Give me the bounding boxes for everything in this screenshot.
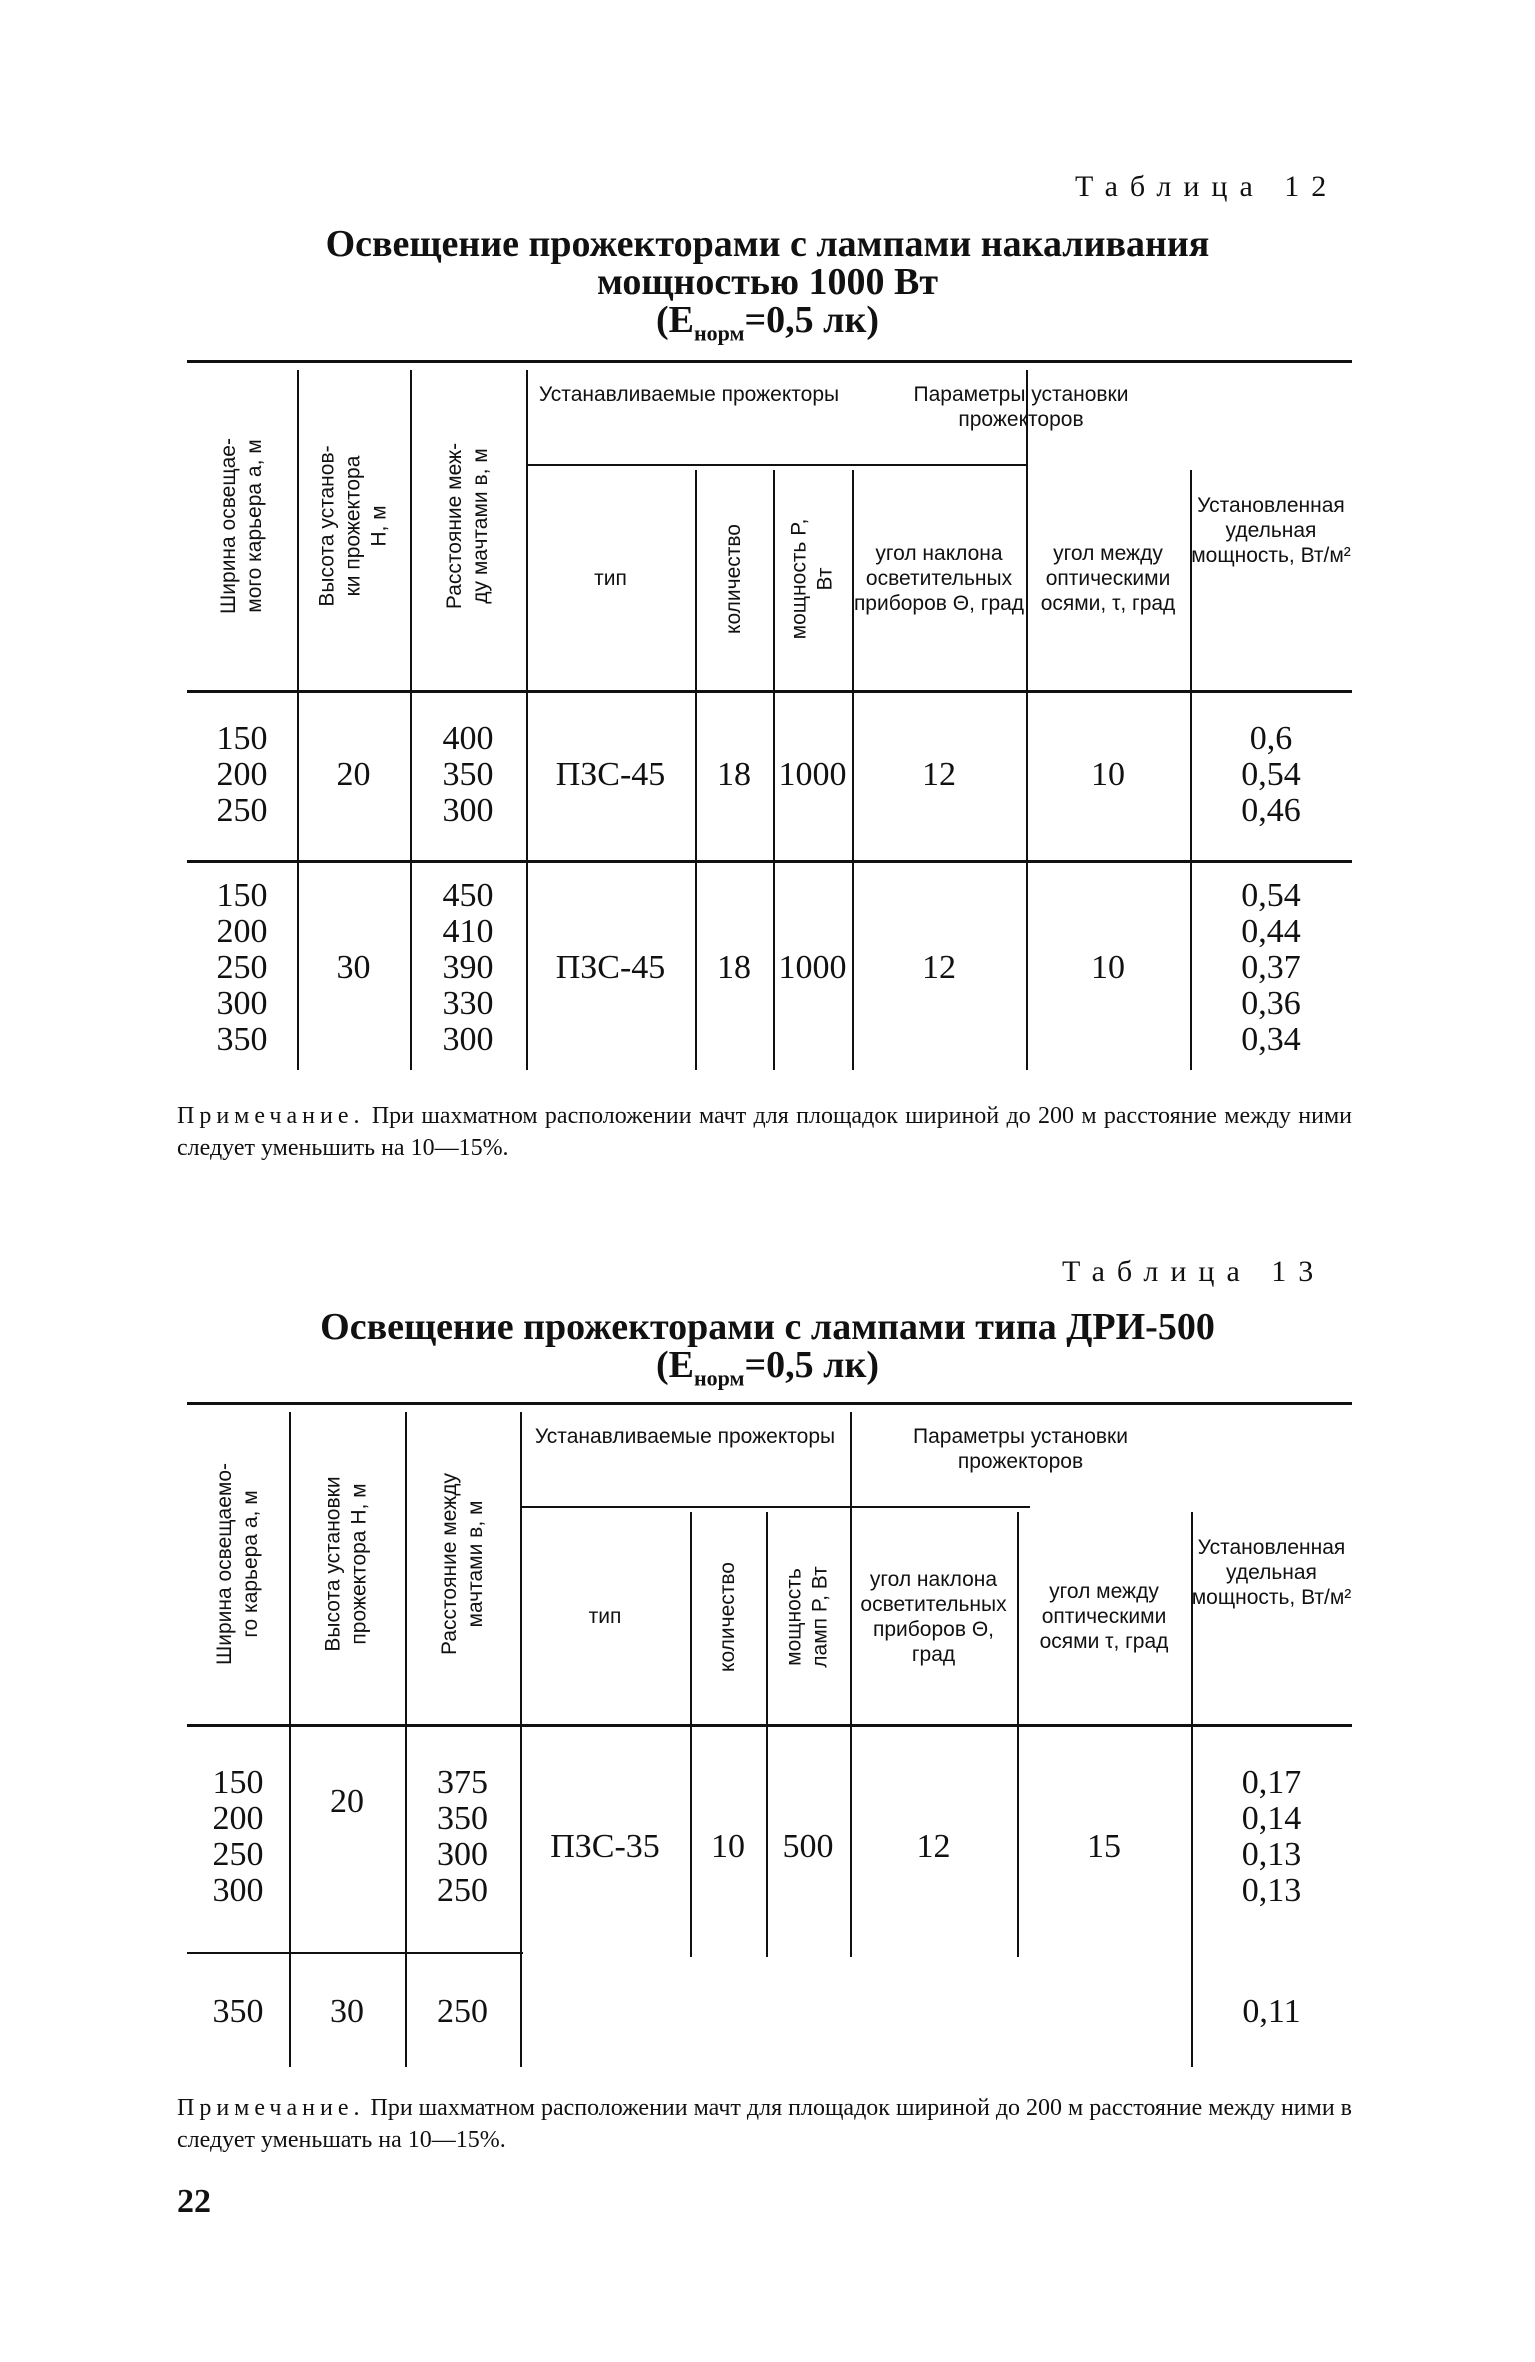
t13-specific-last: 0,11: [1242, 1993, 1301, 2030]
note-text: При шахматном расположении мачт для площадок шириной до 200 м расстояние между ними следует уменьшить на 10—15%.: [177, 1103, 1352, 1161]
t12-header-specific-power: Установленная удельная мощность, Вт/м²: [1191, 493, 1351, 567]
table-cell: 200: [216, 756, 268, 793]
t13-header-specific-power: Установленная удельная мощность, Вт/м²: [1191, 1535, 1352, 1609]
table-cell: 0,13: [1241, 1872, 1302, 1909]
table-13-label: Таблица 13: [1062, 1255, 1326, 1288]
table-cell: 410: [442, 913, 494, 950]
table-cell: 0,36: [1241, 985, 1301, 1022]
table-cell: 0,44: [1241, 913, 1301, 950]
t13-header-height: [289, 1407, 405, 1721]
t13-header-tilt: угол наклона осветительных приборов Θ, град: [860, 1567, 1007, 1666]
t12-row2-type: ПЗС-45: [555, 949, 666, 986]
t13-header-params: Параметры установки прожекторов: [913, 1425, 1128, 1473]
t12-row1-axis-angle: 10: [1091, 756, 1125, 793]
t12-header-axis-angle: угол между оптическими осями, τ, град: [1040, 542, 1176, 615]
table-cell: 200: [216, 913, 268, 950]
t13-header-power-text: мощность ламп P, Вт: [783, 1565, 833, 1668]
table-13-note: [177, 2092, 1352, 2156]
t12-row1-tilt: 12: [922, 756, 956, 793]
table-12-note: [177, 1100, 1352, 1164]
t13-specific: [1191, 1752, 1352, 1922]
table-cell: 150: [216, 877, 268, 914]
t12-row2-tilt: 12: [922, 949, 956, 986]
t12-header-width: [187, 365, 297, 687]
note-label: Примечание.: [177, 1103, 365, 1129]
table-12-title-line3: ($E_{норм}=0,5$ лк): [655, 299, 880, 346]
table-cell: 350: [442, 756, 494, 793]
table-cell: 375: [437, 1764, 488, 1801]
t13-axis-angle: 15: [1087, 1828, 1121, 1865]
t13-header-axis-angle: угол между оптическими осями τ, град: [1039, 1580, 1169, 1653]
t12-row1-count: 18: [717, 756, 751, 793]
t12-header-distance-text: Расстояние меж- ду мачтами в, м: [443, 442, 492, 610]
table-cell: 350: [437, 1800, 488, 1837]
t13-header-distance-text: Расстояние между мачтами в, м: [437, 1473, 487, 1655]
t13-count: 10: [711, 1828, 745, 1865]
t12-header-distance: [410, 365, 526, 687]
t13-header-power: [766, 1512, 850, 1721]
t13-tilt: 12: [916, 1828, 951, 1865]
t12-row2-specific: [1190, 868, 1352, 1068]
t12-header-height-text: Высота установ- ки прожектора H, м: [315, 445, 391, 607]
table-cell: 0,17: [1241, 1764, 1302, 1801]
t12-header-power-text: мощность P, Вт: [787, 518, 837, 639]
t13-header-projectors: Устанавливаемые прожекторы: [534, 1425, 836, 1448]
table-12-title-line1: Освещение прожекторами с лампами накаливания: [325, 223, 1210, 265]
table-13-title-line2: ($E_{норм}=0,5$ лк): [655, 1344, 880, 1391]
t12-row1-type: ПЗС-45: [555, 756, 666, 793]
table-cell: 150: [216, 720, 268, 757]
t12-header-power: [773, 470, 852, 687]
t12-header-type: тип: [594, 567, 627, 590]
table-cell: 0,13: [1241, 1836, 1302, 1873]
t12-row1-widths: [187, 695, 297, 855]
table-cell: 0,37: [1241, 949, 1301, 986]
table-cell: 300: [442, 1021, 494, 1058]
t13-header-count-text: количество: [716, 1561, 739, 1672]
t13-header-distance: [405, 1407, 520, 1721]
table-cell: 0,6: [1249, 720, 1293, 757]
note-text: При шахматном расположении мачт для площадок шириной до 200 м расстояние между ними в следует уменьшать на 10—15%.: [177, 2095, 1352, 2153]
t12-row1-specific: [1190, 695, 1352, 855]
t13-header-type: тип: [588, 1605, 622, 1628]
t13-header-count: [690, 1512, 766, 1721]
t13-rowa-height: 20: [330, 1783, 364, 1820]
t13-rowb-height: 30: [330, 1993, 364, 2030]
t12-row1-distances: [410, 695, 526, 855]
t13-header-width: [187, 1407, 289, 1721]
page-number: 22: [177, 2183, 211, 2220]
table-12-label: Таблица 12: [1075, 170, 1339, 203]
t13-power: 500: [782, 1828, 834, 1865]
t13-rowb-width: 350: [212, 1993, 264, 2030]
table-cell: 0,46: [1241, 792, 1301, 829]
table-cell: 450: [442, 877, 494, 914]
t12-row2-count: 18: [717, 949, 751, 986]
table-cell: 400: [442, 720, 494, 757]
t12-header-count: [695, 470, 773, 687]
table-cell: 250: [216, 949, 268, 986]
table-cell: 0,54: [1241, 756, 1301, 793]
table-12-title-line2: мощностью 1000 Вт: [596, 261, 939, 303]
t12-row2-power: 1000: [778, 949, 847, 986]
table-cell: 250: [212, 1836, 264, 1873]
table-13: [187, 1402, 1352, 2072]
table-cell: 250: [216, 792, 268, 829]
table-cell: 300: [216, 985, 268, 1022]
table-cell: 300: [212, 1872, 264, 1909]
table-cell: 0,34: [1241, 1021, 1301, 1058]
table-cell: 330: [442, 985, 494, 1022]
t12-row2-height: 30: [336, 949, 371, 986]
t13-rowa-widths: [187, 1752, 289, 1922]
t12-header-tilt: угол наклона осветительных приборов Θ, град: [853, 542, 1025, 615]
table-12: [187, 360, 1352, 1080]
table-cell: 300: [437, 1836, 488, 1873]
t12-header-projectors: Устанавливаемые прожекторы: [538, 383, 840, 406]
t12-header-width-text: Ширина освещае- мого карьера a, м: [217, 438, 266, 614]
t12-row1-power: 1000: [778, 756, 847, 793]
table-cell: 350: [216, 1021, 268, 1058]
table-cell: 200: [212, 1800, 264, 1837]
t13-rowb-distance: 250: [437, 1993, 488, 2030]
t12-row1-height: 20: [336, 756, 371, 793]
t13-type: ПЗС-35: [550, 1828, 660, 1865]
t13-rowa-distances: [405, 1752, 520, 1922]
t12-row2-axis-angle: 10: [1091, 949, 1125, 986]
table-cell: 150: [212, 1764, 264, 1801]
t12-header-height: [297, 365, 410, 687]
t13-header-height-text: Высота установки прожектора H, м: [322, 1476, 372, 1652]
t12-row2-distances: [410, 868, 526, 1068]
table-13-title-line1: Освещение прожекторами с лампами типа ДРИ-500: [320, 1306, 1215, 1348]
table-cell: 250: [437, 1872, 488, 1909]
table-cell: 390: [442, 949, 494, 986]
table-cell: 0,54: [1241, 877, 1301, 914]
t12-row2-widths: [187, 868, 297, 1068]
t12-header-count-text: количество: [722, 523, 745, 634]
t12-header-params: Параметры установки прожекторов: [913, 383, 1129, 431]
t13-header-width-text: Ширина освещаемо- го карьера a, м: [213, 1462, 262, 1666]
table-cell: 300: [442, 792, 494, 829]
note-label: Примечание.: [177, 2095, 365, 2121]
table-cell: 0,14: [1241, 1800, 1302, 1837]
